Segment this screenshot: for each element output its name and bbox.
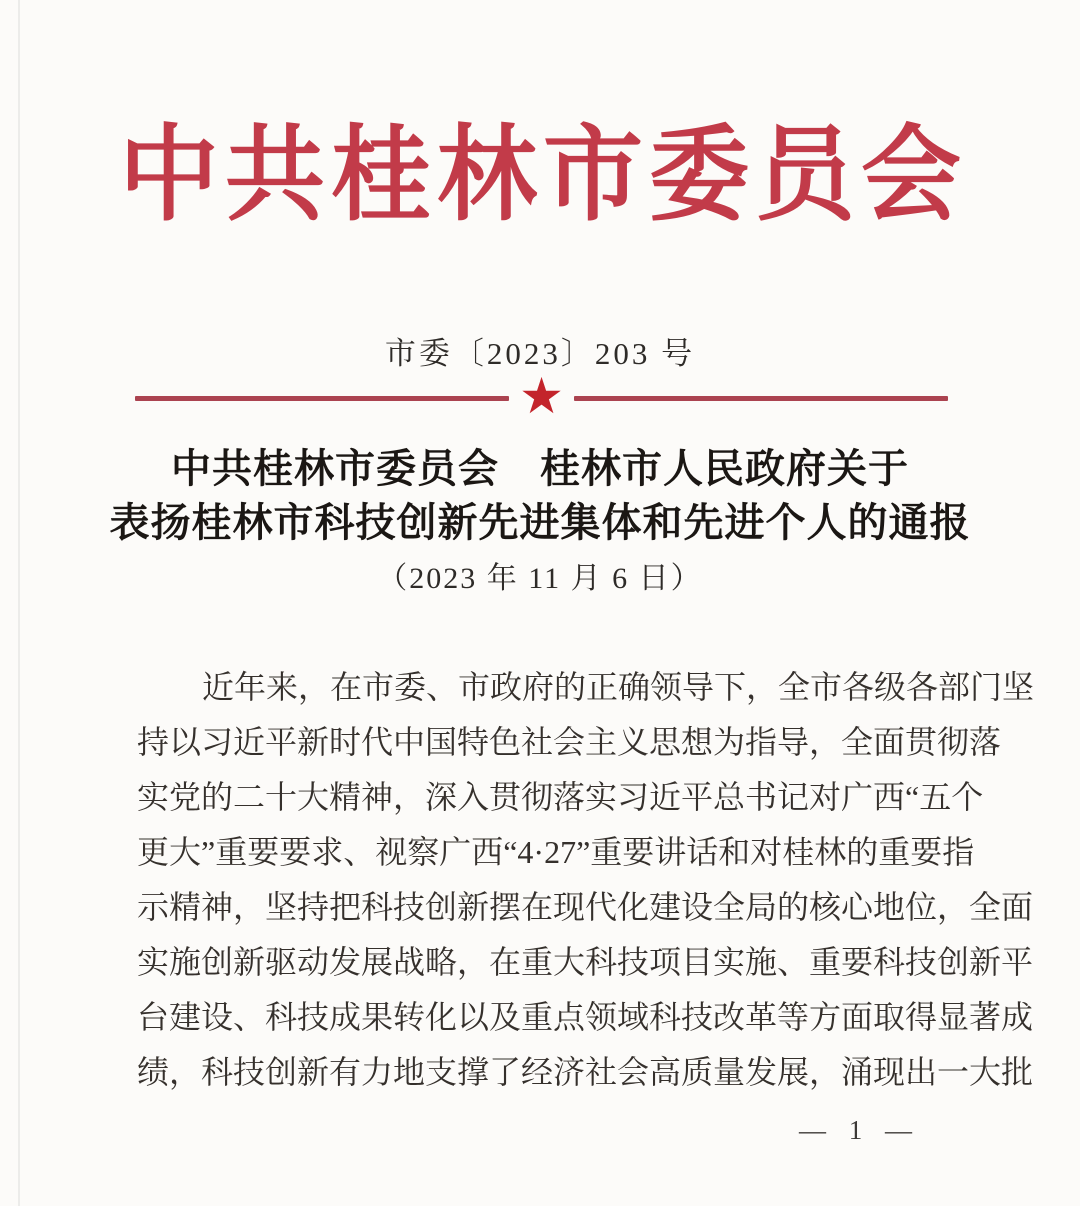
body-line: 实施创新驱动发展战略，在重大科技项目实施、重要科技创新平 bbox=[137, 944, 1034, 980]
red-rule-left bbox=[135, 396, 509, 401]
body-line: 实党的二十大精神，深入贯彻落实习近平总书记对广西“五个 bbox=[137, 779, 984, 815]
red-star-icon: ★ bbox=[519, 367, 564, 425]
body-line: 持以习近平新时代中国特色社会主义思想为指导，全面贯彻落 bbox=[137, 724, 1002, 760]
red-rule-right bbox=[574, 396, 948, 401]
doc-title bbox=[60, 441, 1020, 550]
page-number: — 1 — bbox=[799, 1115, 920, 1145]
org-header-title: 中共桂林市委员会 bbox=[119, 117, 967, 234]
body-line: 台建设、科技成果转化以及重点领域科技改革等方面取得显著成 bbox=[137, 999, 1034, 1035]
body-line: 绩，科技创新有力地支撑了经济社会高质量发展，涌现出一大批 bbox=[137, 1054, 1034, 1090]
body-paragraph bbox=[137, 660, 1035, 1100]
body-line: 近年来，在市委、市政府的正确领导下，全市各级各部门坚 bbox=[202, 669, 1035, 705]
red-divider bbox=[135, 367, 948, 425]
body-line: 示精神，坚持把科技创新摆在现代化建设全局的核心地位，全面 bbox=[137, 889, 1034, 925]
doc-title-line-2: 表扬桂林市科技创新先进集体和先进个人的通报 bbox=[109, 500, 971, 545]
doc-title-line-1: 中共桂林市委员会 桂林市人民政府关于 bbox=[171, 446, 909, 491]
doc-date: （2023 年 11 月 6 日） bbox=[377, 562, 703, 595]
doc-number: 市委〔2023〕203 号 bbox=[384, 336, 696, 371]
body-line: 更大”重要要求、视察广西“4·27”重要讲话和对桂林的重要指 bbox=[137, 834, 975, 870]
